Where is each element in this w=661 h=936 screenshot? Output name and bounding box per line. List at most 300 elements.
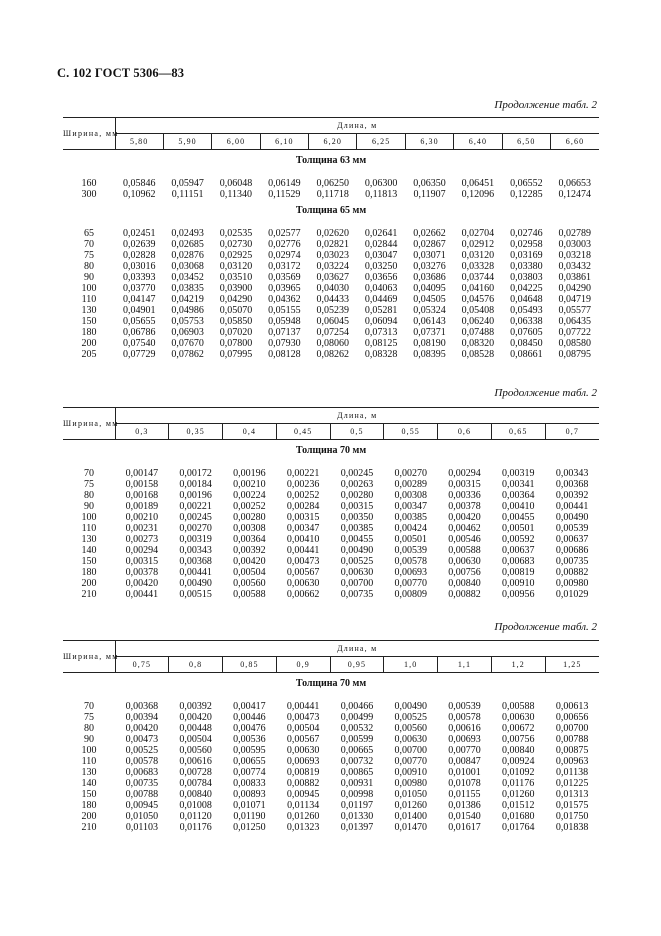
table-row — [63, 734, 599, 745]
volume-value: 0,00588 — [501, 700, 535, 712]
volume-value: 0,00385 — [394, 511, 427, 523]
volume-value: 0,04648 — [510, 293, 543, 305]
volume-value: 0,00525 — [125, 744, 159, 756]
length-header-cell: 0,4 — [223, 424, 277, 440]
volume-value: 0,00263 — [340, 478, 374, 490]
thickness-label: Толщина 65 мм — [295, 204, 367, 216]
volume-value: 0,03169 — [510, 249, 543, 261]
volume-value: 0,06240 — [461, 315, 495, 327]
table-row — [63, 272, 599, 283]
volume-value: 0,01260 — [394, 799, 427, 811]
volume-value: 0,00341 — [501, 478, 535, 490]
volume-value: 0,00420 — [179, 711, 212, 723]
table-row — [63, 745, 599, 756]
volume-value: 0,03393 — [122, 271, 156, 283]
volume-value: 0,06451 — [461, 177, 495, 189]
width-column-header: Ширина, мм — [63, 408, 115, 440]
length-header-cell: 6,40 — [454, 134, 502, 150]
volume-value: 0,01155 — [448, 788, 481, 800]
volume-value: 0,00693 — [394, 566, 427, 578]
volume-value: 0,01260 — [501, 788, 535, 800]
volume-value: 0,00924 — [501, 755, 535, 767]
volume-value: 0,01078 — [448, 777, 481, 789]
volume-value: 0,03686 — [413, 271, 446, 283]
volume-value: 0,08125 — [364, 337, 398, 349]
volume-value: 0,02974 — [268, 249, 301, 261]
volume-value: 0,00308 — [233, 522, 266, 534]
volume-value: 0,00424 — [394, 522, 427, 534]
table-row — [63, 701, 599, 712]
volume-value: 0,00368 — [125, 700, 159, 712]
volume-value: 0,00637 — [555, 533, 589, 545]
volume-value: 0,00588 — [448, 544, 481, 556]
width-value: 180 — [81, 326, 97, 338]
volume-value: 0,01260 — [286, 810, 320, 822]
volume-value: 0,00501 — [394, 533, 427, 545]
spacer-row — [63, 461, 599, 468]
volume-value: 0,00735 — [555, 555, 589, 567]
volume-value: 0,08528 — [461, 348, 495, 360]
volume-value: 0,02958 — [510, 238, 543, 250]
width-column-header: Ширина, мм — [63, 641, 115, 673]
volume-value: 0,00656 — [555, 711, 589, 723]
volume-value: 0,03656 — [364, 271, 398, 283]
volume-value: 0,07137 — [268, 326, 301, 338]
table-row — [63, 250, 599, 261]
volume-value: 0,03250 — [364, 260, 398, 272]
width-value: 180 — [81, 799, 97, 811]
volume-value: 0,01617 — [448, 821, 481, 833]
volume-value: 0,12285 — [510, 188, 543, 200]
volume-value: 0,06786 — [122, 326, 156, 338]
volume-value: 0,00392 — [555, 489, 589, 501]
volume-value: 0,00616 — [179, 755, 212, 767]
volume-value: 0,00686 — [555, 544, 589, 556]
volume-value: 0,00784 — [179, 777, 212, 789]
volume-value: 0,00221 — [179, 500, 212, 512]
volume-value: 0,11718 — [316, 188, 349, 200]
width-value: 75 — [84, 711, 94, 723]
volume-value: 0,00294 — [125, 544, 159, 556]
volume-value: 0,04095 — [413, 282, 446, 294]
volume-value: 0,04901 — [122, 304, 156, 316]
length-header-cell: 0,65 — [491, 424, 545, 440]
volume-value: 0,01386 — [448, 799, 481, 811]
volume-value: 0,01050 — [394, 788, 427, 800]
table-row — [63, 501, 599, 512]
table-row — [63, 283, 599, 294]
spacer-row — [63, 171, 599, 178]
volume-value: 0,00700 — [394, 744, 427, 756]
volume-value: 0,00368 — [555, 478, 589, 490]
header-row — [63, 408, 599, 424]
table-row — [63, 178, 599, 189]
table-row — [63, 228, 599, 239]
length-header-cell: 0,35 — [169, 424, 223, 440]
volume-value: 0,00420 — [233, 555, 266, 567]
width-value: 150 — [81, 788, 97, 800]
continuation-note-3: Продолжение табл. 2 — [494, 621, 597, 633]
volume-value: 0,00441 — [179, 566, 212, 578]
spacer-row — [63, 694, 599, 701]
volume-value: 0,03627 — [316, 271, 349, 283]
volume-value: 0,06300 — [364, 177, 398, 189]
volume-value: 0,00490 — [555, 511, 589, 523]
length-column-header: Длина, м — [115, 408, 599, 424]
data-table-1 — [63, 117, 599, 360]
volume-value: 0,01330 — [340, 810, 374, 822]
volume-value: 0,00224 — [233, 489, 266, 501]
volume-value: 0,00693 — [448, 733, 481, 745]
volume-value: 0,00446 — [233, 711, 266, 723]
volume-value: 0,00455 — [501, 511, 535, 523]
volume-value: 0,01001 — [448, 766, 481, 778]
volume-value: 0,05947 — [171, 177, 204, 189]
width-value: 130 — [81, 766, 97, 778]
volume-value: 0,00473 — [286, 555, 320, 567]
volume-value: 0,00184 — [179, 478, 212, 490]
volume-value: 0,08262 — [316, 348, 349, 360]
volume-value: 0,00336 — [448, 489, 481, 501]
volume-value: 0,02685 — [171, 238, 204, 250]
volume-value: 0,00637 — [501, 544, 535, 556]
volume-value: 0,00980 — [394, 777, 427, 789]
volume-value: 0,00364 — [501, 489, 535, 501]
table-row — [63, 316, 599, 327]
volume-value: 0,00539 — [555, 522, 589, 534]
volume-value: 0,06048 — [219, 177, 253, 189]
volume-value: 0,00343 — [555, 467, 589, 479]
volume-value: 0,00441 — [125, 588, 159, 600]
volume-value: 0,01134 — [287, 799, 320, 811]
table-row — [63, 567, 599, 578]
volume-value: 0,00956 — [501, 588, 535, 600]
width-value: 130 — [81, 533, 97, 545]
width-value: 70 — [84, 467, 94, 479]
volume-value: 0,01103 — [125, 821, 158, 833]
volume-value: 0,00490 — [394, 700, 427, 712]
length-header-cell: 0,7 — [545, 424, 599, 440]
volume-value: 0,00560 — [233, 577, 266, 589]
volume-value: 0,10962 — [122, 188, 156, 200]
volume-value: 0,03569 — [268, 271, 301, 283]
width-value: 210 — [81, 821, 97, 833]
volume-value: 0,00847 — [448, 755, 481, 767]
volume-value: 0,00294 — [448, 467, 481, 479]
volume-value: 0,07729 — [122, 348, 156, 360]
volume-value: 0,01029 — [555, 588, 589, 600]
length-header-cell: 6,20 — [309, 134, 357, 150]
volume-value: 0,00252 — [286, 489, 320, 501]
table-row — [63, 239, 599, 250]
volume-value: 0,05155 — [268, 304, 301, 316]
volume-value: 0,08795 — [558, 348, 591, 360]
table-row — [63, 338, 599, 349]
width-value: 180 — [81, 566, 97, 578]
volume-value: 0,00735 — [340, 588, 374, 600]
volume-value: 0,00394 — [125, 711, 159, 723]
volume-value: 0,08128 — [268, 348, 301, 360]
table-row — [63, 294, 599, 305]
volume-value: 0,02704 — [461, 227, 495, 239]
table-row — [63, 305, 599, 316]
volume-value: 0,02925 — [219, 249, 253, 261]
volume-value: 0,02746 — [510, 227, 543, 239]
width-value: 200 — [81, 577, 97, 589]
length-header-cell: 6,10 — [260, 134, 308, 150]
volume-value: 0,00196 — [233, 467, 266, 479]
volume-value: 0,01050 — [125, 810, 159, 822]
volume-value: 0,05408 — [461, 304, 495, 316]
width-value: 160 — [81, 177, 97, 189]
volume-value: 0,02821 — [316, 238, 349, 250]
spacer-row — [63, 221, 599, 228]
width-value: 140 — [81, 777, 97, 789]
volume-value: 0,00490 — [340, 544, 374, 556]
volume-value: 0,03224 — [316, 260, 349, 272]
table-row — [63, 589, 599, 600]
volume-value: 0,01838 — [555, 821, 589, 833]
volume-value: 0,00319 — [501, 467, 535, 479]
table-row — [63, 327, 599, 338]
volume-value: 0,06143 — [413, 315, 446, 327]
volume-value: 0,00210 — [233, 478, 266, 490]
thickness-row — [63, 440, 599, 462]
volume-value: 0,03770 — [122, 282, 156, 294]
volume-value: 0,00560 — [394, 722, 427, 734]
volume-value: 0,01092 — [501, 766, 535, 778]
volume-value: 0,01190 — [233, 810, 266, 822]
volume-value: 0,05948 — [268, 315, 301, 327]
continuation-note-1: Продолжение табл. 2 — [494, 99, 597, 111]
volume-value: 0,00910 — [501, 577, 535, 589]
table-row — [63, 523, 599, 534]
volume-value: 0,00441 — [286, 700, 320, 712]
length-header-cell: 0,55 — [384, 424, 438, 440]
volume-value: 0,00875 — [555, 744, 589, 756]
thickness-label: Толщина 63 мм — [295, 154, 367, 166]
length-header-cell: 6,00 — [212, 134, 260, 150]
volume-value: 0,00410 — [501, 500, 535, 512]
length-header-cell: 6,50 — [502, 134, 550, 150]
volume-value: 0,00420 — [125, 722, 159, 734]
volume-value: 0,03016 — [122, 260, 156, 272]
volume-value: 0,03835 — [171, 282, 204, 294]
table-row — [63, 822, 599, 833]
volume-value: 0,00963 — [555, 755, 589, 767]
volume-value: 0,04469 — [364, 293, 398, 305]
volume-value: 0,07670 — [171, 337, 204, 349]
volume-value: 0,06903 — [171, 326, 204, 338]
spacer-cell — [63, 171, 599, 178]
volume-value: 0,00756 — [448, 566, 481, 578]
volume-value: 0,11907 — [413, 188, 446, 200]
width-value: 150 — [81, 315, 97, 327]
volume-value: 0,00819 — [286, 766, 320, 778]
volume-value: 0,04433 — [316, 293, 349, 305]
volume-value: 0,00662 — [286, 588, 320, 600]
volume-value: 0,03380 — [510, 260, 543, 272]
volume-value: 0,00315 — [340, 500, 374, 512]
table-row — [63, 767, 599, 778]
length-header-cell: 0,8 — [169, 657, 223, 673]
width-value: 130 — [81, 304, 97, 316]
volume-value: 0,01540 — [448, 810, 481, 822]
volume-value: 0,00473 — [286, 711, 320, 723]
volume-value: 0,00998 — [340, 788, 374, 800]
volume-value: 0,01120 — [179, 810, 212, 822]
volume-value: 0,00567 — [286, 733, 320, 745]
volume-value: 0,06653 — [558, 177, 591, 189]
volume-value: 0,00630 — [286, 577, 320, 589]
volume-value: 0,00788 — [125, 788, 159, 800]
volume-value: 0,00700 — [340, 577, 374, 589]
volume-value: 0,00578 — [394, 555, 427, 567]
volume-value: 0,07020 — [219, 326, 253, 338]
table-row — [63, 789, 599, 800]
volume-value: 0,00770 — [448, 744, 481, 756]
volume-value: 0,00420 — [448, 511, 481, 523]
volume-value: 0,02535 — [219, 227, 253, 239]
volume-value: 0,05239 — [316, 304, 349, 316]
volume-value: 0,00350 — [340, 511, 374, 523]
volume-value: 0,02867 — [413, 238, 446, 250]
volume-value: 0,00364 — [233, 533, 266, 545]
table-row — [63, 479, 599, 490]
volume-value: 0,00280 — [340, 489, 374, 501]
volume-value: 0,04063 — [364, 282, 398, 294]
volume-value: 0,00392 — [233, 544, 266, 556]
volume-value: 0,00546 — [448, 533, 481, 545]
volume-value: 0,00683 — [501, 555, 535, 567]
volume-value: 0,01680 — [501, 810, 535, 822]
thickness-row — [63, 200, 599, 221]
volume-value: 0,00735 — [125, 777, 159, 789]
volume-value: 0,00910 — [394, 766, 427, 778]
table-row — [63, 490, 599, 501]
volume-value: 0,01750 — [555, 810, 589, 822]
volume-value: 0,00245 — [179, 511, 212, 523]
volume-value: 0,05753 — [171, 315, 204, 327]
volume-value: 0,00840 — [501, 744, 535, 756]
table-row — [63, 712, 599, 723]
volume-value: 0,00172 — [179, 467, 212, 479]
table-row — [63, 756, 599, 767]
volume-value: 0,00368 — [179, 555, 212, 567]
header-row — [63, 118, 599, 134]
width-value: 200 — [81, 337, 97, 349]
volume-value: 0,00270 — [179, 522, 212, 534]
length-header-cell: 0,3 — [115, 424, 169, 440]
volume-value: 0,00210 — [125, 511, 159, 523]
length-values-row — [63, 657, 599, 673]
volume-value: 0,05850 — [219, 315, 253, 327]
width-value: 300 — [81, 188, 97, 200]
volume-value: 0,02776 — [268, 238, 301, 250]
volume-value: 0,00343 — [179, 544, 212, 556]
volume-value: 0,01575 — [555, 799, 589, 811]
width-value: 100 — [81, 511, 97, 523]
volume-value: 0,00284 — [286, 500, 320, 512]
volume-value: 0,12096 — [461, 188, 495, 200]
volume-value: 0,03965 — [268, 282, 301, 294]
volume-value: 0,02844 — [364, 238, 398, 250]
volume-value: 0,00504 — [233, 566, 266, 578]
length-header-cell: 0,6 — [438, 424, 492, 440]
length-header-cell: 6,25 — [357, 134, 405, 150]
volume-value: 0,04505 — [413, 293, 446, 305]
volume-value: 0,06149 — [268, 177, 301, 189]
volume-value: 0,01176 — [502, 777, 535, 789]
volume-value: 0,00560 — [179, 744, 212, 756]
volume-value: 0,00578 — [448, 711, 481, 723]
volume-value: 0,00347 — [394, 500, 427, 512]
volume-value: 0,11151 — [171, 188, 204, 200]
length-header-cell: 0,75 — [115, 657, 169, 673]
volume-value: 0,00196 — [179, 489, 212, 501]
volume-value: 0,03803 — [510, 271, 543, 283]
data-table-3 — [63, 640, 599, 833]
volume-value: 0,00525 — [394, 711, 427, 723]
volume-value: 0,00882 — [286, 777, 320, 789]
volume-value: 0,04576 — [461, 293, 495, 305]
volume-value: 0,06045 — [316, 315, 349, 327]
length-values-row — [63, 424, 599, 440]
volume-value: 0,08320 — [461, 337, 495, 349]
table-row — [63, 778, 599, 789]
spacer-cell — [63, 221, 599, 228]
volume-value: 0,00532 — [340, 722, 374, 734]
volume-value: 0,00567 — [286, 566, 320, 578]
volume-value: 0,00315 — [125, 555, 159, 567]
volume-value: 0,04225 — [510, 282, 543, 294]
width-value: 90 — [84, 271, 94, 283]
length-header-cell: 1,1 — [438, 657, 492, 673]
width-column-header: Ширина, мм — [63, 118, 115, 150]
length-header-cell: 1,25 — [545, 657, 599, 673]
volume-value: 0,08328 — [364, 348, 398, 360]
volume-value: 0,03023 — [316, 249, 349, 261]
volume-value: 0,00630 — [501, 711, 535, 723]
volume-value: 0,00945 — [286, 788, 320, 800]
continuation-note-2: Продолжение табл. 2 — [494, 387, 597, 399]
volume-value: 0,00539 — [394, 544, 427, 556]
length-header-cell: 0,9 — [276, 657, 330, 673]
volume-value: 0,00273 — [125, 533, 159, 545]
volume-value: 0,00448 — [179, 722, 212, 734]
length-column-header: Длина, м — [115, 118, 599, 134]
volume-value: 0,00308 — [394, 489, 427, 501]
volume-value: 0,03003 — [558, 238, 591, 250]
volume-value: 0,01250 — [233, 821, 266, 833]
volume-value: 0,00221 — [286, 467, 320, 479]
volume-value: 0,04290 — [219, 293, 253, 305]
volume-value: 0,07313 — [364, 326, 398, 338]
thickness-row — [63, 673, 599, 695]
width-value: 75 — [84, 249, 94, 261]
volume-value: 0,00501 — [501, 522, 535, 534]
volume-value: 0,00840 — [448, 577, 481, 589]
volume-value: 0,00245 — [340, 467, 374, 479]
volume-value: 0,02620 — [316, 227, 349, 239]
volume-value: 0,07930 — [268, 337, 301, 349]
volume-value: 0,00499 — [340, 711, 374, 723]
volume-value: 0,07722 — [558, 326, 591, 338]
volume-value: 0,03744 — [461, 271, 495, 283]
volume-value: 0,00630 — [340, 566, 374, 578]
table-row — [63, 512, 599, 523]
volume-value: 0,00378 — [448, 500, 481, 512]
